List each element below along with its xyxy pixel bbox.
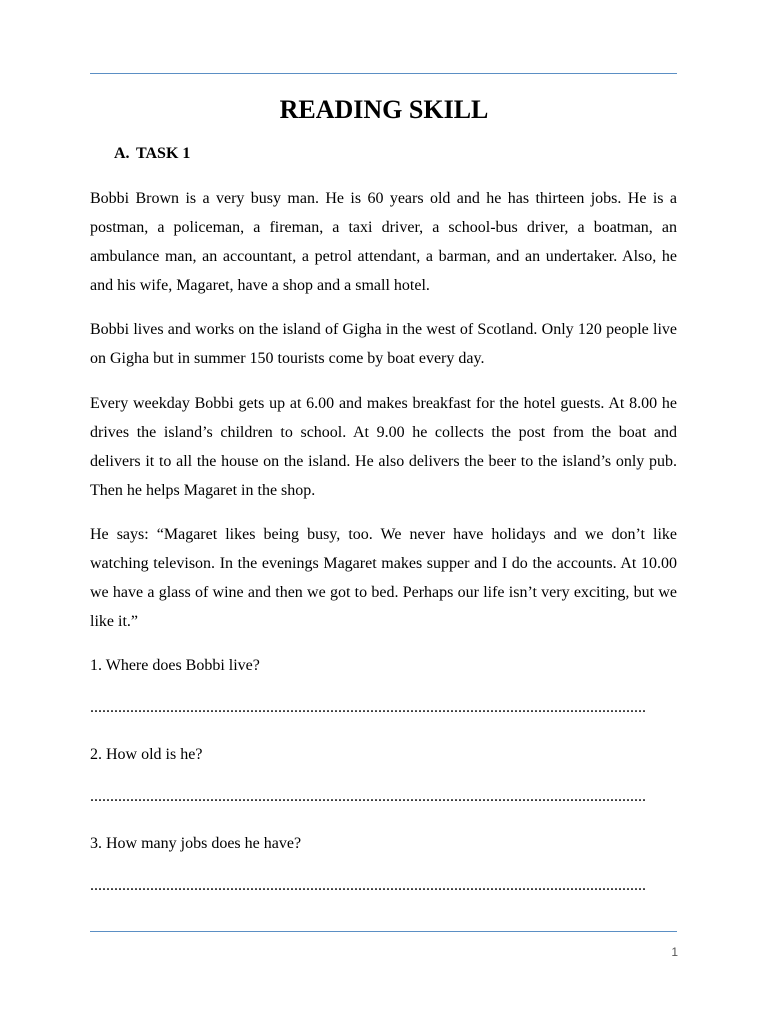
paragraph-3: Every weekday Bobbi gets up at 6.00 and makes breakfast for the hotel guests. At 8.00 he drives the island’s children to school. At 9.00 he collects the post from the boat and delivers it to all the house on the island. He also delivers the beer to the island’s only pub. Then he helps Magaret in the shop. [90, 395, 677, 499]
page-number: 1 [671, 945, 678, 959]
question-1: 1. Where does Bobbi live? [90, 657, 260, 674]
section-marker: A. [114, 145, 130, 162]
paragraph-1: Bobbi Brown is a very busy man. He is 60 years old and he has thirteen jobs. He is a postman, a policeman, a fireman, a taxi driver, a school-bus driver, a boatman, an ambulance man, an accountant, a petrol attendant, a barman, and an undertaker. Also, he and his wife, Magaret, have a shop and a small hotel. [90, 190, 677, 294]
header-rule [90, 73, 677, 74]
answer-line-1[interactable]: ........................................................................................................................................... [90, 700, 646, 716]
section-heading [114, 143, 190, 165]
question-2: 2. How old is he? [90, 746, 203, 763]
footer-rule [90, 931, 677, 932]
answer-line-3[interactable]: ........................................................................................................................................... [90, 878, 646, 894]
question-3: 3. How many jobs does he have? [90, 835, 302, 852]
answer-line-2[interactable]: ........................................................................................................................................... [90, 789, 646, 805]
paragraph-4: He says: “Magaret likes being busy, too. We never have holidays and we don’t like watching televison. In the evenings Magaret makes supper and I do the accounts. At 10.00 we have a glass of wine and then we got to bed. Perhaps our life isn’t very exciting, but we like it.” [90, 526, 677, 630]
page-title: READING SKILL [279, 95, 489, 124]
section-label: TASK 1 [136, 145, 191, 162]
paragraph-2: Bobbi lives and works on the island of Gigha in the west of Scotland. Only 120 people live on Gigha but in summer 150 tourists come by boat every day. [90, 321, 677, 367]
